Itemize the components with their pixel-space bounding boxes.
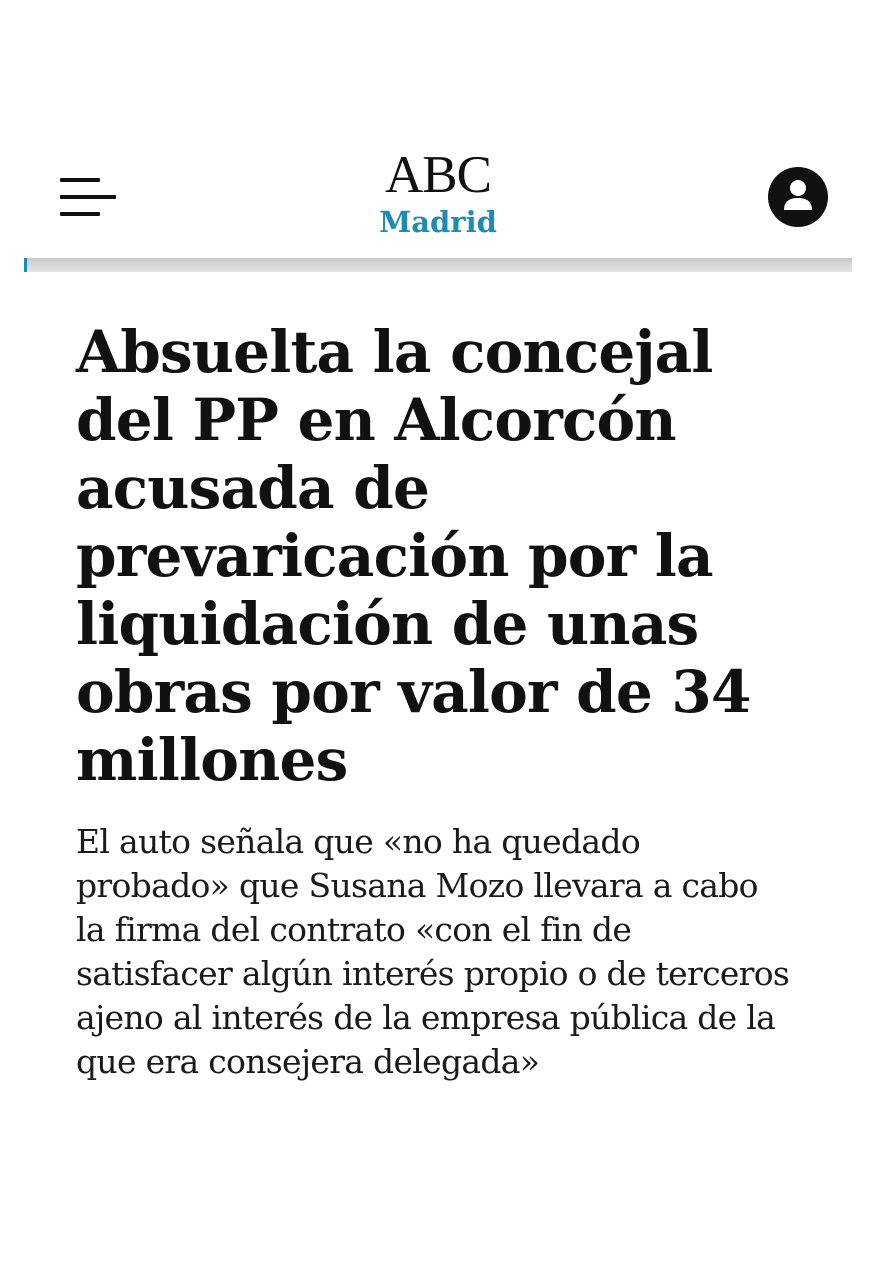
site-header xyxy=(0,0,876,258)
reading-progress-fill xyxy=(24,258,27,272)
menu-bar-top xyxy=(60,178,100,182)
abc-logo[interactable]: ABC xyxy=(385,146,491,204)
user-account-button[interactable] xyxy=(768,167,828,227)
user-account-icon xyxy=(768,167,828,227)
reading-progress-bar xyxy=(24,258,852,272)
brand[interactable] xyxy=(338,148,538,242)
menu-bar-bottom xyxy=(60,212,100,216)
article-subtitle: El auto señala que «no ha quedado probado» que Susana Mozo llevara a cabo la firma del contrato «con el fin de satisfacer algún interés propio o de terceros ajeno al interés de la empresa pública de la que era consejera delegada» xyxy=(76,822,790,1081)
menu-button[interactable] xyxy=(58,176,118,218)
section-name[interactable]: Madrid xyxy=(379,205,497,239)
menu-bar-middle xyxy=(60,195,116,199)
article-headline: Absuelta la concejal del PP en Alcorcón acusada de prevaricación por la liquidación de unas obras por valor de 34 millones xyxy=(76,318,751,794)
